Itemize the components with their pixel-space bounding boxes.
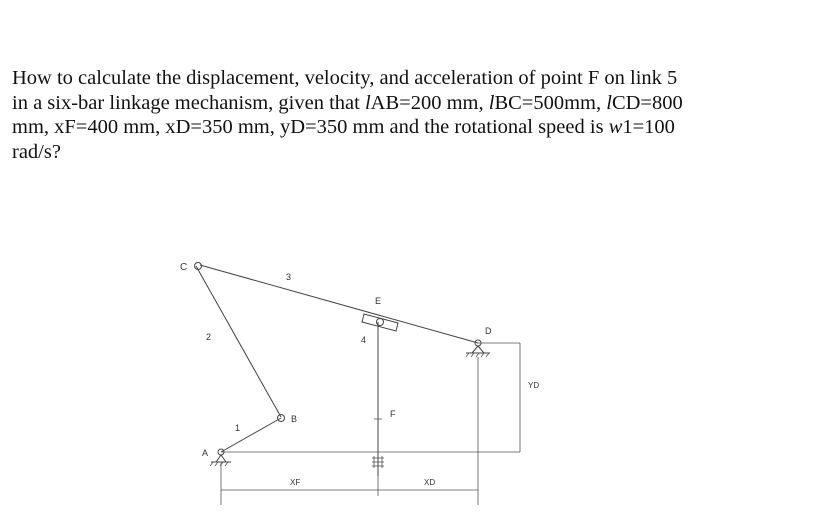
joint-c (195, 263, 202, 270)
question-text-segment: in a six-bar linkage mechanism, given that (12, 91, 365, 114)
question-line-4: rad/s? (12, 140, 61, 163)
label-xd: XD (424, 478, 436, 487)
question-text-segment: CD=800 (611, 91, 683, 114)
question-text-segment: AB=200 mm, (370, 91, 489, 114)
question-line-1: How to calculate the displacement, velocity, and acceleration of point F on link 5 (12, 67, 678, 89)
slider-block-e (362, 314, 398, 331)
label-c: C (180, 262, 188, 273)
length-symbol: l (364, 91, 371, 114)
length-symbol: l (606, 91, 612, 114)
ground-guide-f (372, 456, 384, 468)
label-link-1: 1 (235, 423, 241, 433)
label-link-3: 3 (286, 272, 292, 282)
length-symbol: l (488, 91, 495, 114)
link-1 (221, 418, 281, 452)
label-xf: XF (290, 478, 301, 487)
ground-pivot-a (210, 449, 231, 466)
link-3 (200, 265, 478, 343)
question-text-segment: BC=500mm, (494, 91, 607, 114)
label-b: B (291, 414, 298, 424)
label-f: F (390, 409, 396, 419)
question-text-segment: 1=100 (622, 116, 675, 138)
label-a: A (202, 448, 209, 458)
label-d: D (485, 326, 492, 336)
label-link-4: 4 (361, 335, 367, 345)
label-link-2: 2 (206, 332, 212, 342)
question-text-segment: mm, xF=400 mm, xD=350 mm, yD=350 mm and the rotational speed is (12, 116, 609, 138)
label-e: E (375, 296, 382, 306)
omega-symbol: w (608, 116, 623, 138)
label-yd: YD (528, 381, 540, 390)
